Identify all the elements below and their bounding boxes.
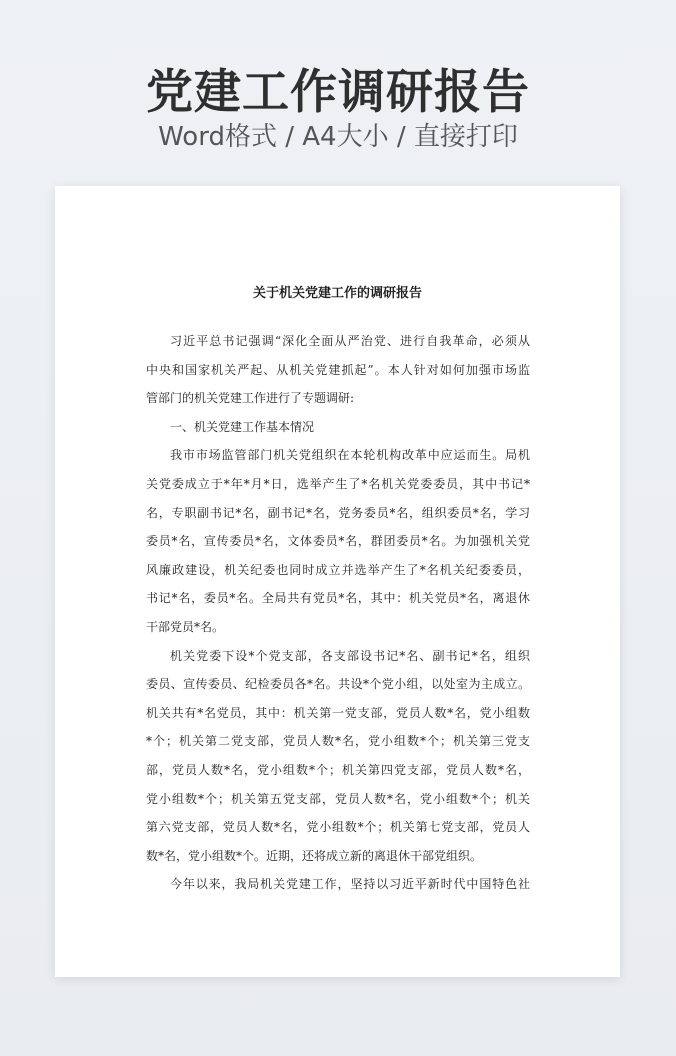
- document-line: 习近平总书记强调“深化全面从严治党、进行自我革命，必须从: [170, 334, 530, 348]
- document-line: 干部党员*名。: [146, 619, 225, 634]
- banner-subtitle: Word格式 / A4大小 / 直接打印: [158, 122, 518, 152]
- document-line: 关党委成立于*年*月*日，选举产生了*名机关党委委员，其中书记*: [146, 476, 530, 491]
- document-line: 数*名，党小组数*个。近期，还将成立新的离退休干部党组织。: [146, 848, 483, 863]
- banner-title: 党建工作调研报告: [146, 65, 530, 120]
- document-line: *个；机关第二党支部，党员人数*名，党小组数*个；机关第三党支: [146, 734, 530, 749]
- document-line: 今年以来，我局机关党建工作，坚持以习近平新时代中国特色社: [170, 877, 530, 892]
- document-line: 机关党委下设*个党支部，各支部设书记*名、副书记*名，组织: [170, 648, 530, 663]
- document-line: 机关共有*名党员，其中：机关第一党支部，党员人数*名，党小组数: [146, 705, 530, 720]
- document-line: 第六党支部，党员人数*名，党小组数*个；机关第七党支部，党员人: [146, 820, 530, 835]
- document-body: [146, 327, 530, 899]
- document-title: 关于机关党建工作的调研报告: [252, 286, 422, 301]
- document-line: 一、机关党建工作基本情况: [170, 419, 315, 434]
- document-line: 管部门的机关党建工作进行了专题调研:: [146, 391, 355, 406]
- document-line: 党小组数*个；机关第五党支部，党员人数*名，党小组数*个；机关: [146, 791, 530, 806]
- document-line: 名，专职副书记*名，副书记*名，党务委员*名，组织委员*名，学习: [146, 505, 530, 520]
- document-line: 风廉政建设，机关纪委也同时成立并选举产生了*名机关纪委委员，: [146, 562, 530, 577]
- document-line: 我市市场监管部门机关党组织在本轮机构改革中应运而生。局机: [170, 448, 530, 463]
- document-page: [55, 186, 620, 977]
- document-line: 委员、宣传委员、纪检委员各*名。共设*个党小组，以处室为主成立。: [146, 677, 530, 692]
- document-line: 中央和国家机关严起、从机关党建抓起”。本人针对如何加强市场监: [146, 362, 530, 377]
- document-line: 书记*名，委员*名。全局共有党员*名，其中：机关党员*名，离退休: [146, 591, 530, 606]
- document-line: 委员*名，宣传委员*名，文体委员*名，群团委员*名。为加强机关党: [146, 534, 530, 549]
- document-line: 部，党员人数*名，党小组数*个；机关第四党支部，党员人数*名，: [146, 762, 530, 777]
